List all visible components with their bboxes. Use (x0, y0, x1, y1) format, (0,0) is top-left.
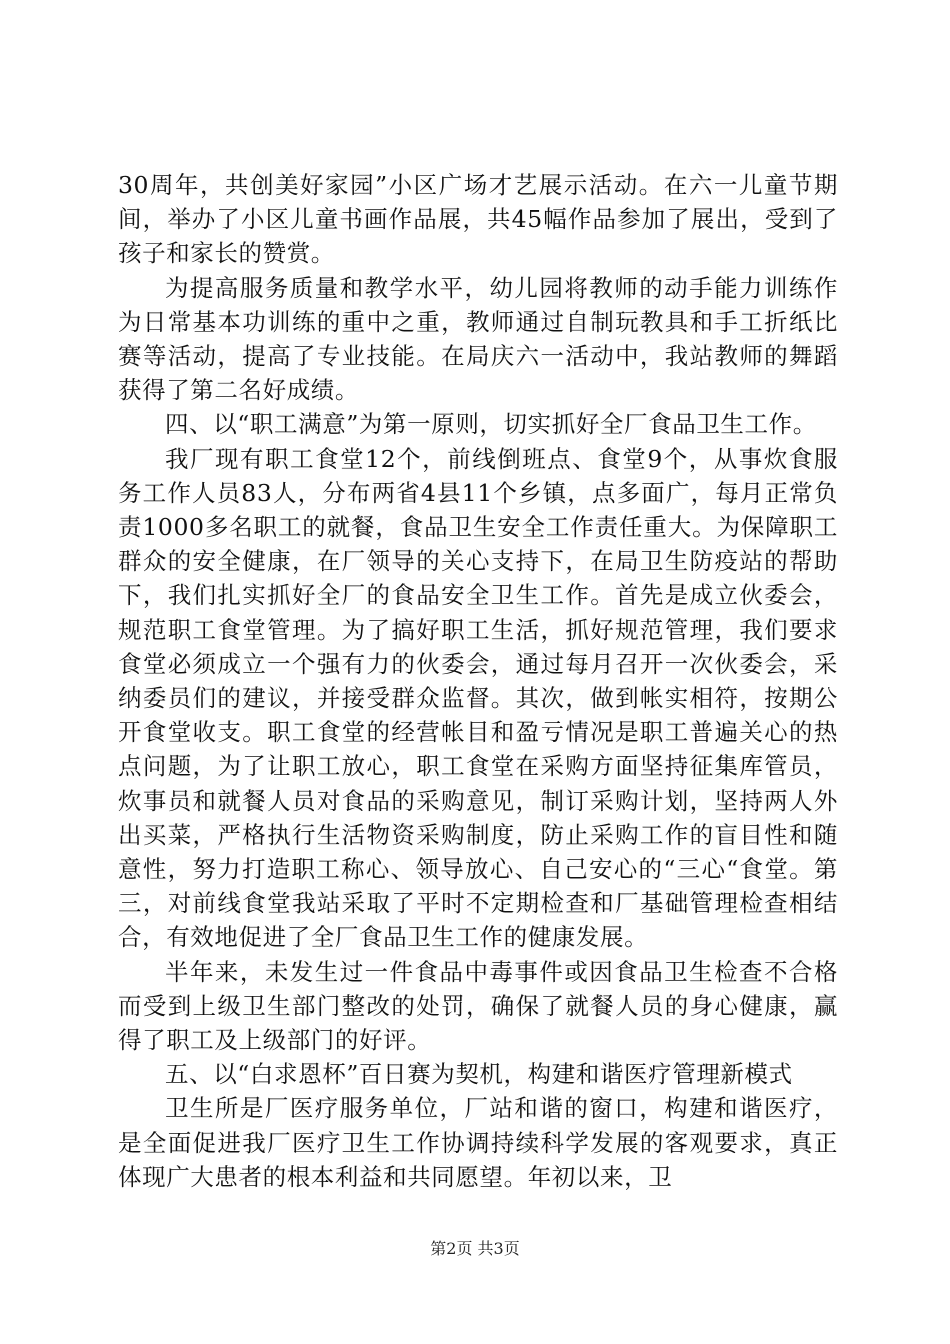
paragraph-continuation: 30周年，共创美好家园”小区广场才艺展示活动。在六一儿童节期间，举办了小区儿童书画作品展，共45幅作品参加了展出，受到了孩子和家长的赞赏。 (118, 171, 838, 268)
section-heading-five: 五、以“白求恩杯”百日赛为契机，构建和谐医疗管理新模式 (165, 1060, 793, 1089)
paragraph-canteen: 我厂现有职工食堂12个，前线倒班点、食堂9个，从事炊食服务工作人员83人，分布两省4县11个乡镇，点多面广，每月正常负责1000多名职工的就餐，食品卫生安全工作责任重大。为保障职工群众的安全健康，在厂领导的关心支持下，在局卫生防疫站的帮助下，我们扎实抓好全厂的食品安全卫生工作。首先是成立伙委会，规范职工食堂管理。为了搞好职工生活，抓好规范管理，我们要求食堂必须成立一个强有力的伙委会，通过每月召开一次伙委会，采纳委员们的建议，并接受群众监督。其次，做到帐实相符，按期公开食堂收支。职工食堂的经营帐目和盈亏情况是职工普遍关心的热点问题，为了让职工放心，职工食堂在采购方面坚持征集库管员，炊事员和就餐人员对食品的采购意见，制订采购计划，坚持两人外出买菜，严格执行生活物资采购制度，防止采购工作的盲目性和随意性，努力打造职工称心、领导放心、自己安心的“三心“食堂。第三，对前线食堂我站采取了平时不定期检查和厂基础管理检查相结合，有效地促进了全厂食品卫生工作的健康发展。 (118, 444, 838, 952)
page-number-footer: 第2页 共3页 (430, 1239, 520, 1258)
paragraph-clinic: 卫生所是厂医疗服务单位，厂站和谐的窗口，构建和谐医疗，是全面促进我厂医疗卫生工作协调持续科学发展的客观要求，真正体现广大患者的根本利益和共同愿望。年初以来，卫 (118, 1094, 838, 1191)
section-heading-four: 四、以“职工满意”为第一原则，切实抓好全厂食品卫生工作。 (165, 410, 817, 439)
paragraph-kindergarten: 为提高服务质量和教学水平，幼儿园将教师的动手能力训练作为日常基本功训练的重中之重，教师通过自制玩教具和手工折纸比赛等活动，提高了专业技能。在局庆六一活动中，我站教师的舞蹈获得了第二名好成绩。 (118, 273, 838, 405)
paragraph-half-year: 半年来，未发生过一件食品中毒事件或因食品卫生检查不合格而受到上级卫生部门整改的处罚，确保了就餐人员的身心健康，赢得了职工及上级部门的好评。 (118, 957, 838, 1055)
document-body (118, 168, 838, 1194)
